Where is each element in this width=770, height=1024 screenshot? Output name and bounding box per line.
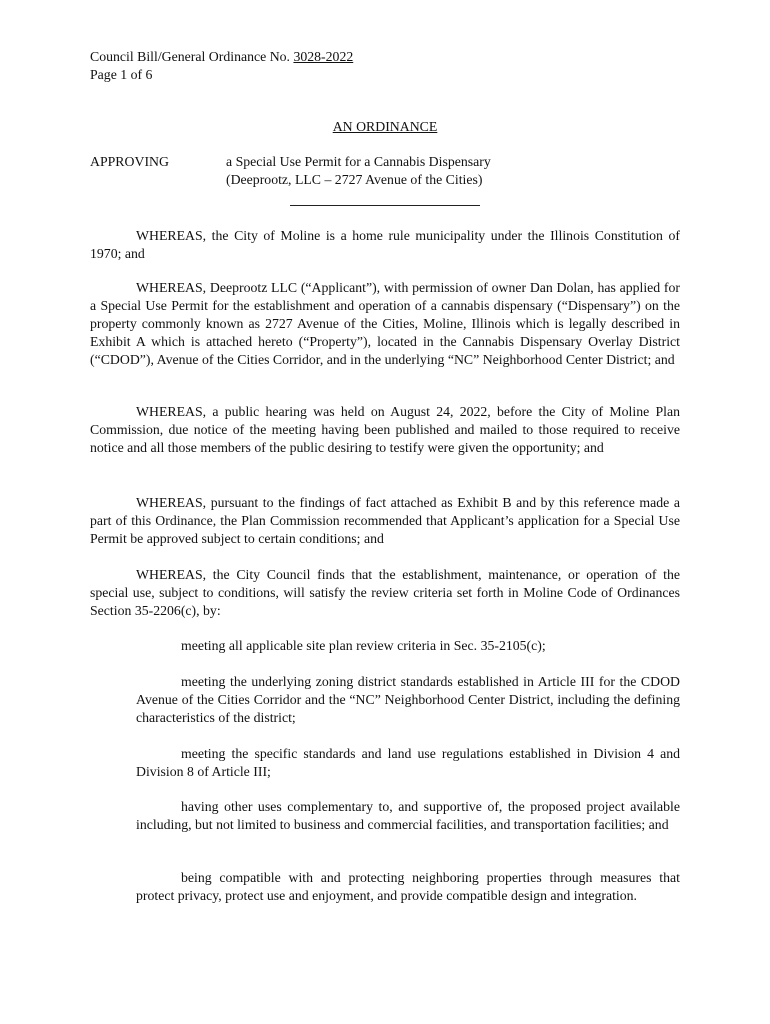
bill-number-line — [90, 48, 353, 66]
criteria-item-2 — [136, 673, 680, 727]
paragraph-text: WHEREAS, a public hearing was held on August 24, 2022, before the City of Moline Plan Commission, due notice of the meeting having been published and mailed to those required to receive notice and all those members of the public desiring to testify were given the opportunity; and — [90, 404, 680, 455]
bill-number-prefix: Council Bill/General Ordinance No. — [90, 49, 294, 64]
subject-line-2: (Deeprootz, LLC – 2727 Avenue of the Cities) — [226, 172, 483, 187]
criteria-text: meeting the underlying zoning district standards established in Article III for the CDOD Avenue of the Cities Corridor and the “NC” Neighborhood Center District, including the defining characteristics of the district; — [136, 674, 680, 725]
paragraph-text: WHEREAS, pursuant to the findings of fact attached as Exhibit B and by this reference made a part of this Ordinance, the Plan Commission recommended that Applicant’s application for a Special Use Permit be approved subject to certain conditions; and — [90, 495, 680, 546]
title-divider — [290, 205, 480, 206]
page-indicator: Page 1 of 6 — [90, 67, 153, 82]
document-header — [90, 48, 353, 84]
ordinance-title-text: AN ORDINANCE — [332, 119, 438, 134]
criteria-text: meeting the specific standards and land use regulations established in Division 4 and Division 8 of Article III; — [136, 746, 680, 779]
paragraph-text: WHEREAS, the City of Moline is a home rule municipality under the Illinois Constitution of 1970; and — [90, 228, 680, 261]
criteria-text: meeting all applicable site plan review criteria in Sec. 35-2105(c); — [181, 638, 546, 653]
criteria-item-4 — [136, 798, 680, 834]
ordinance-title — [0, 118, 770, 136]
subject-line-1: a Special Use Permit for a Cannabis Dispensary — [226, 154, 491, 169]
whereas-paragraph-3 — [90, 403, 680, 457]
approving-label: APPROVING — [90, 154, 169, 169]
paragraph-text: WHEREAS, Deeprootz LLC (“Applicant”), with permission of owner Dan Dolan, has applied for a Special Use Permit for the establishment and operation of a cannabis dispensary (“Dispensary”) on the property commonly known as 2727 Avenue of the Cities, Moline, Illinois which is legally described in Exhibit A which is attached hereto (“Property”), located in the Cannabis Dispensary Overlay District (“CDOD”), Avenue of the Cities Corridor, and in the underlying “NC” Neighborhood Center District; and — [90, 280, 680, 367]
whereas-paragraph-4 — [90, 494, 680, 548]
criteria-text: having other uses complementary to, and supportive of, the proposed project available including, but not limited to business and commercial facilities, and transportation facilities; and — [136, 799, 680, 832]
criteria-item-1 — [136, 637, 680, 655]
ordinance-subject — [226, 153, 491, 189]
whereas-paragraph-2 — [90, 279, 680, 369]
whereas-paragraph-1 — [90, 227, 680, 263]
criteria-item-5 — [136, 869, 680, 905]
criteria-text: being compatible with and protecting neighboring properties through measures that protect privacy, protect use and enjoyment, and provide compatible design and integration. — [136, 870, 680, 903]
whereas-paragraph-5 — [90, 566, 680, 620]
bill-number: 3028-2022 — [293, 49, 354, 64]
paragraph-text: WHEREAS, the City Council finds that the establishment, maintenance, or operation of the special use, subject to conditions, will satisfy the review criteria set forth in Moline Code of Ordinances Section 35-2206(c), by: — [90, 567, 680, 618]
criteria-item-3 — [136, 745, 680, 781]
